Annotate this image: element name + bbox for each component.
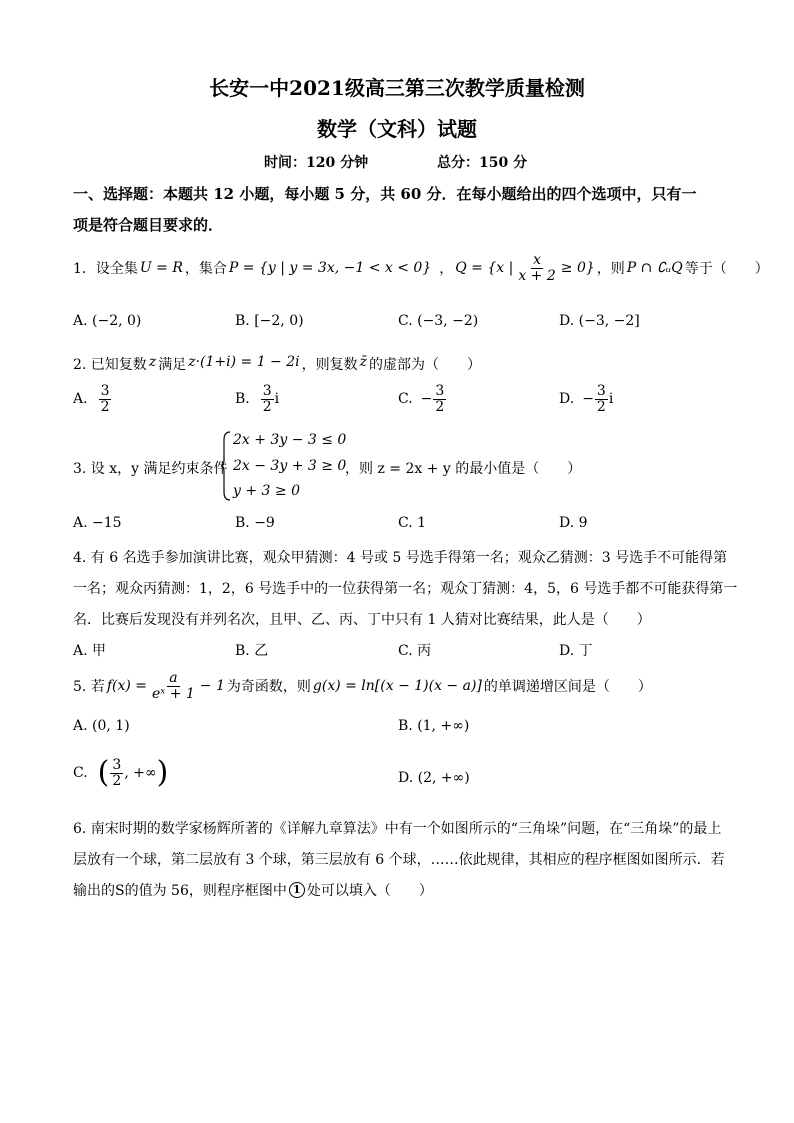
q5-f-fraction: $\frac{a}{\text{eˣ + 1}}$ [152, 669, 195, 702]
q5-option-d[interactable]: D. (2, +∞) [398, 770, 470, 786]
q1-option-d[interactable]: D. (−3, −2] [559, 313, 640, 329]
q6-line-2: 层放有一个球，第二层放有 3 个球，第三层放有 6 个球，……依此规律，其相应的程序框图如图所示．若 [73, 852, 725, 868]
section-heading-line1: 一、选择题：本题共 12 小题，每小题 5 分，共 60 分．在每小题给出的四个选项中，只有一 [73, 185, 697, 203]
q2-option-d[interactable]: D. − $\frac{3}{2}$ i [559, 383, 614, 415]
q3-constraint-3: y + 3 ≥ 0 [233, 483, 300, 499]
q5-option-b[interactable]: B. (1, +∞) [398, 718, 470, 734]
q1-set-q-lhs: Q = {x | [455, 260, 514, 276]
q1-prefix: 1．设全集 [73, 261, 138, 277]
q2-z: z [148, 354, 157, 370]
exam-subtitle: 数学（文科）试题 [317, 117, 477, 141]
q4-line-2: 一名；观众丙猜测：1，2，6 号选手中的一位获得第一名；观众丁猜测：4，5，6 号选手都不可能获得第一 [73, 581, 738, 597]
q5-f-lhs: f(x) = [106, 678, 147, 694]
q5-prefix: 5. 若 [73, 679, 105, 695]
q1-expression: P ∩ ∁ᵤQ [626, 260, 683, 276]
q1-then: ，则 [596, 261, 625, 277]
q1-suffix: 等于（ ） [684, 261, 769, 277]
exam-total-score: 总分：150 分 [437, 155, 528, 171]
q3-constraint-1: 2x + 3y − 3 ≤ 0 [233, 432, 347, 448]
question-2 [73, 354, 481, 374]
q1-option-c[interactable]: C. (−3, −2) [398, 313, 479, 329]
q2-option-b[interactable]: B. $\frac{3}{2}$ i [235, 383, 280, 415]
exam-title: 长安一中2021级高三第三次教学质量检测 [209, 76, 585, 100]
q2-text-c: ，则复数 [301, 357, 358, 373]
q2-text-b: 满足 [158, 357, 187, 373]
q3-brace [221, 430, 231, 502]
circled-number-icon: 1 [289, 882, 305, 898]
q1-q-numerator: x [533, 251, 541, 268]
q5-option-c[interactable]: C. ( $\frac{3}{2}$ , +∞ ) [73, 755, 169, 791]
q1-q-denominator: x + 2 [518, 267, 556, 284]
q4-option-d[interactable]: D. 丁 [559, 643, 593, 659]
q3-option-c[interactable]: C. 1 [398, 515, 427, 531]
q3-option-b[interactable]: B. −9 [235, 515, 275, 531]
q1-set-q-fraction [516, 253, 557, 283]
exam-time: 时间：120 分钟 [264, 155, 369, 171]
q2-text-d: 的虚部为（ ） [369, 357, 482, 373]
q5-option-a[interactable]: A. (0, 1) [73, 718, 130, 734]
q3-option-d[interactable]: D. 9 [559, 515, 588, 531]
q5-g: g(x) = ln[(x − 1)(x − a)] [312, 678, 482, 694]
q2-option-c[interactable]: C. − $\frac{3}{2}$ [398, 383, 445, 415]
question-5 [73, 666, 652, 706]
q3-option-a[interactable]: A. −15 [73, 515, 122, 531]
q4-option-c[interactable]: C. 丙 [398, 643, 432, 659]
q2-equation: z·(1+i) = 1 − 2i [188, 354, 300, 370]
q1-mid: ，集合 [184, 261, 227, 277]
q3-prefix: 3. 设 x，y 满足约束条件 [73, 461, 228, 477]
section-heading-line2: 项是符合题目要求的． [73, 216, 224, 234]
q4-option-a[interactable]: A. 甲 [73, 643, 107, 659]
q6-line-1: 6. 南宋时期的数学家杨辉所著的《详解九章算法》中有一个如图所示的“三角垛”问题，在“三角垛”的最上 [73, 821, 722, 837]
q5-suffix: 的单调递增区间是（ ） [483, 679, 652, 695]
q2-z-conjugate: z̄ [359, 354, 368, 370]
q3-suffix: ，则 z = 2x + y 的最小值是（ ） [345, 461, 582, 477]
q1-universal-set: U = R [139, 260, 183, 276]
q4-line-1: 4. 有 6 名选手参加演讲比赛，观众甲猜测：4 号或 5 号选手得第一名；观众乙猜测：3 号选手不可能得第 [73, 550, 728, 566]
q1-option-a[interactable]: A. (−2, 0) [73, 313, 142, 329]
q6-line-3: 输出的S的值为 56，则程序框图中 1 处可以填入（ ） [73, 883, 433, 899]
q1-set-p: P = {y | y = 3x, −1 < x < 0} [228, 260, 432, 276]
q5-mid: 为奇函数，则 [226, 679, 311, 695]
q5-f-rhs: − 1 [199, 678, 225, 694]
q2-text-a: 2. 已知复数 [73, 357, 147, 373]
q4-option-b[interactable]: B. 乙 [235, 643, 269, 659]
q1-set-q-rhs: ≥ 0} [560, 260, 595, 276]
question-1: 1．设全集 U = R ，集合 P = {y | y = 3x, −1 < x < 0} ， Q = {x | $\frac{x}{x + 2}$ ≥ 0} ，则 P ∩ ∁ᵤQ 等于（ ） [73, 251, 769, 284]
q4-line-3: 名．比赛后发现没有并列名次，且甲、乙、丙、丁中只有 1 人猜对比赛结果，此人是（ ） [73, 612, 651, 628]
q3-constraint-2: 2x − 3y + 3 ≥ 0 [233, 458, 347, 474]
q2-option-a[interactable]: A. $\frac{3}{2}$ [73, 383, 110, 415]
q1-option-b[interactable]: B. [−2, 0) [235, 313, 304, 329]
